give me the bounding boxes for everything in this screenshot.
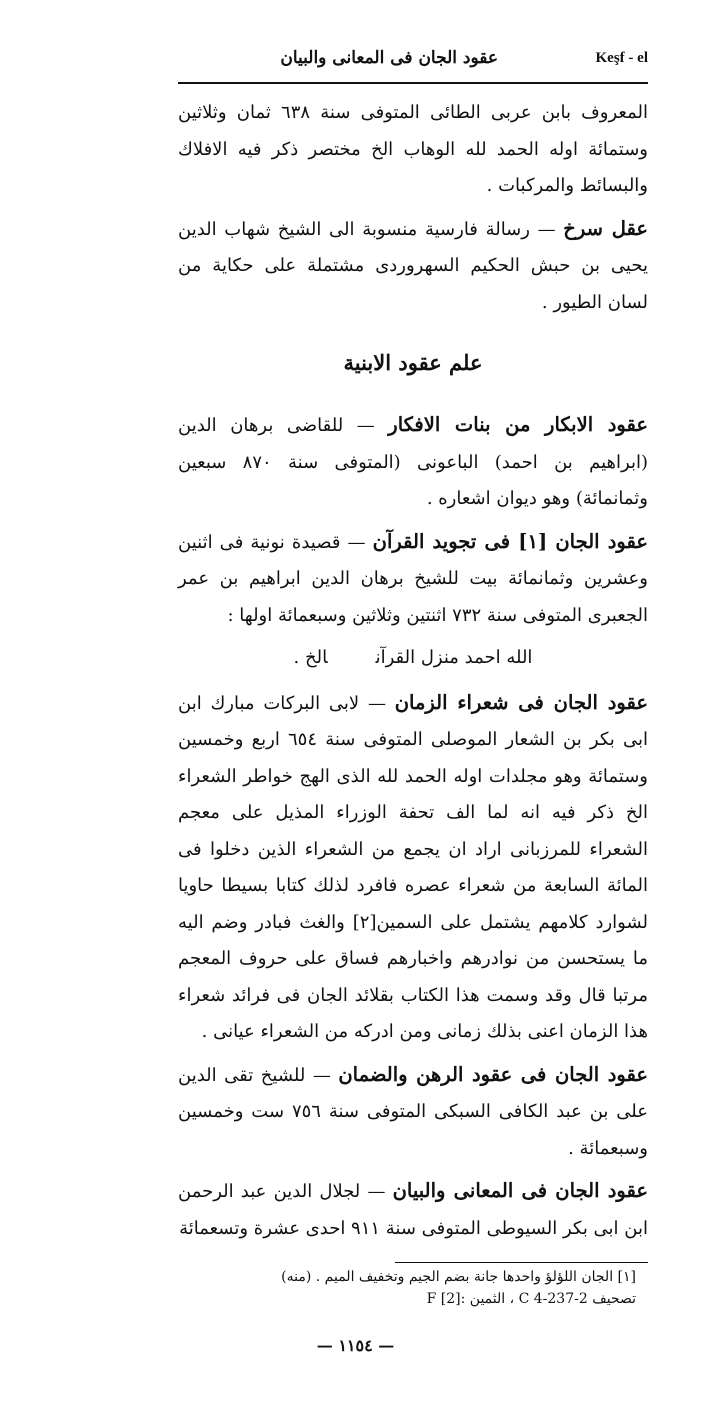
- entry: [178, 1173, 648, 1247]
- entry-lead: عقود الجان فى المعانى والبيان: [392, 1179, 648, 1202]
- entry-text: المعروف بابن عربى الطائى المتوفى سنة ٦٣٨ ثمان وثلاثين وستمائة اوله الحمد لله الوهاب الخ مختصر ذكر فيه الافلاك والبسائط والمركبات .: [178, 102, 648, 196]
- footnote-rule: [395, 1262, 648, 1263]
- entry-text: — قصيدة نونية فى اثنين وعشرين وثمانمائة بيت للشيخ برهان الدين ابراهيم بن عمر الجعبرى المتوفى سنة ٧٣٢ اثنتين وثلاثين وسبعمائة اولها :: [178, 531, 648, 626]
- entry-text: — للقاضى برهان الدين (ابراهيم بن احمد) الباعونى (المتوفى سنة ٨٧٠ سبعين وثمانمائة) وهو ديوان اشعاره .: [178, 415, 648, 509]
- entry: [178, 407, 648, 518]
- verse-line: [178, 640, 648, 677]
- entry-text: — رسالة فارسية منسوبة الى الشيخ شهاب الدين يحيى بن حبش الحكيم السهروردى مشتملة على حكاية من لسان الطيور .: [178, 218, 648, 313]
- header-title: عقود الجان فى المعانى والبيان: [280, 48, 498, 68]
- entry: [178, 1057, 648, 1168]
- footnote: تصحيف C 4-237-2 ، الثمين :F [2]: [426, 1291, 636, 1307]
- entry-lead: عقود الابكار من بنات الافكار: [388, 413, 648, 436]
- entry: [178, 685, 648, 1051]
- header-reference: Keşf - el: [595, 50, 648, 66]
- body-text: [178, 94, 648, 1253]
- verse-second-hemistich: الخ .: [293, 647, 328, 668]
- paragraph: [178, 211, 648, 322]
- entry-text: — لابى البركات مبارك ابن ابى بكر بن الشعار الموصلى المتوفى سنة ٦٥٤ اربع وخمسين وستمائة وهو مجلدات اوله الحمد لله الذى الهج خواطر الشعراء الخ ذكر فيه انه لما الف تحفة الوزراء المذيل على معجم الشعراء للمرزبانى اراد ان يجمع من الشعراء الذين دخلوا فى المائة السابعة من شعراء عصره فافرد لذلك كتابا بسيطا حاويا لشوارد كلامهم يشتمل على السمين[٢] والغث فبادر وضم اليه ما يستحسن من نوادرهم واخبارهم فساق على حروف المعجم مرتبا قال وقد وسمت هذا الكتاب بقلائد الجان فى فرائد شعراء هذا الزمان اعنى بذلك زمانى ومن ادركه من الشعراء عيانى .: [178, 692, 649, 1042]
- header-rule: [178, 82, 648, 84]
- entry-lead: عقود الجان فى شعراء الزمان: [394, 690, 648, 714]
- entry-lead: عقود الجان [١] فى تجويد القرآن: [372, 529, 648, 553]
- running-header: [178, 44, 648, 80]
- entry-text: — لجلال الدين عبد الرحمن ابن ابى بكر السيوطى المتوفى سنة ٩١١ احدى عشرة وتسعمائة: [178, 1181, 648, 1239]
- verse-first-hemistich: الله احمد منزل القرآن: [375, 647, 533, 668]
- entry-lead: عقود الجان فى عقود الرهن والضمان: [338, 1062, 648, 1086]
- footnotes: [178, 1266, 648, 1310]
- entry: [178, 524, 648, 635]
- page-number: — ١١٥٤ —: [316, 1336, 395, 1355]
- footnote: [١] الجان اللؤلؤ واحدها جانة بضم الجيم وتخفيف الميم . (منه): [281, 1269, 636, 1285]
- entry-text: — للشيخ تقى الدين على بن عبد الكافى السبكى المتوفى سنة ٧٥٦ ست وخمسين وسبعمائة .: [178, 1064, 648, 1159]
- section-title: علم عقود الابنية: [343, 350, 483, 375]
- paragraph: [178, 94, 648, 205]
- entry-lead: عقل سرخ: [563, 216, 648, 240]
